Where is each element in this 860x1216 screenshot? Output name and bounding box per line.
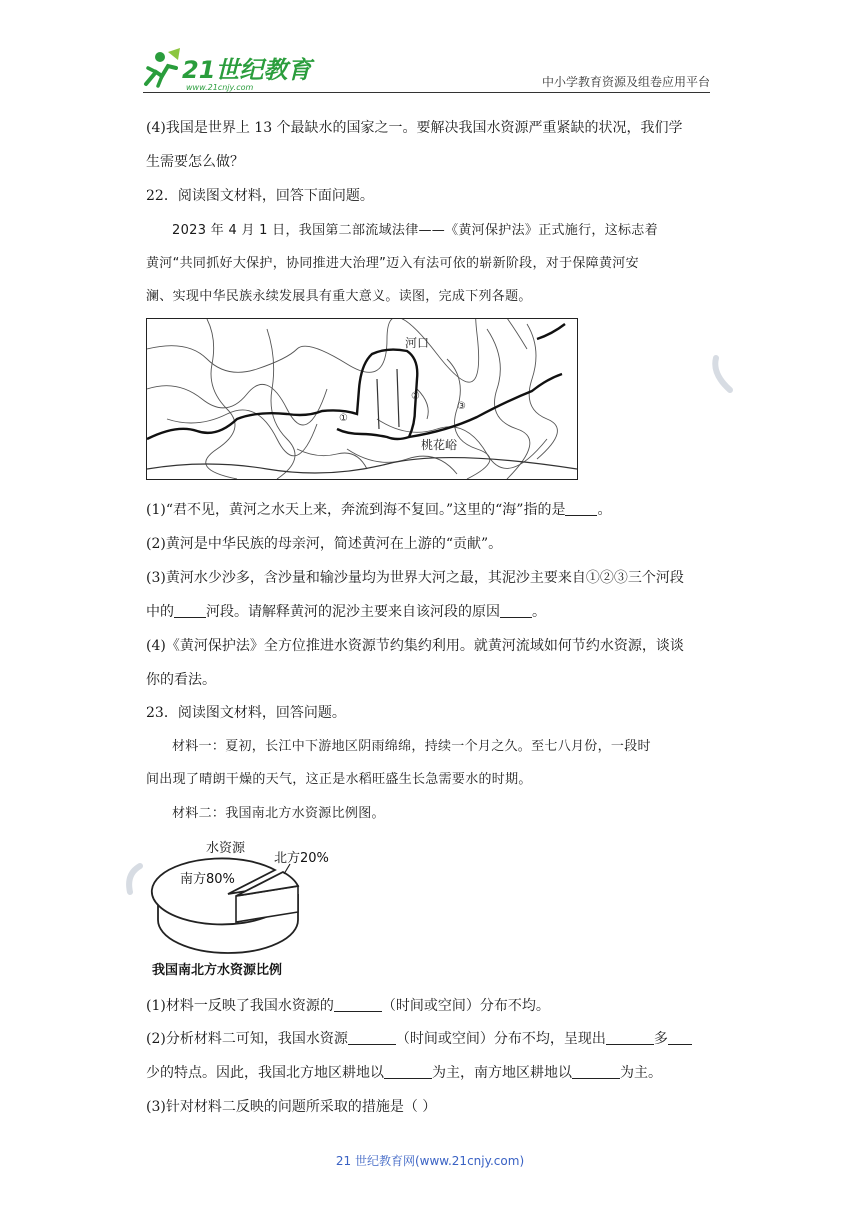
map-marker-3: ③ — [457, 401, 466, 412]
q22-title: 22．阅读图文材料，回答下面问题。 — [146, 188, 374, 204]
q22-part1 — [146, 500, 611, 520]
logo-text: 21世纪教育 — [182, 56, 312, 84]
map-marker-1: ① — [339, 413, 348, 424]
q22-part4-line2: 你的看法。 — [146, 672, 216, 688]
q23-part1 — [146, 996, 550, 1016]
answer-blank — [606, 1030, 654, 1045]
q22-part2: (2)黄河是中华民族的母亲河，简述黄河在上游的“贡献”。 — [146, 536, 503, 552]
page-footer: 21 世纪教育网(www.21cnjy.com) — [335, 1154, 525, 1168]
q22-part3-line2 — [146, 602, 546, 622]
yellow-river-map — [146, 318, 578, 480]
q23-title: 23．阅读图文材料，回答问题。 — [146, 705, 346, 721]
q22-material-line1: 2023 年 4 月 1 日，我国第二部流域法律——《黄河保护法》正式施行，这标志着 — [172, 223, 658, 238]
answer-blank — [572, 1064, 620, 1079]
answer-blank — [500, 603, 532, 618]
answer-blank — [348, 1030, 396, 1045]
watermark-arc-left — [118, 860, 148, 900]
q23-part1-text-b: （时间或空间）分布不均。 — [381, 998, 550, 1014]
q22-part4-line1: (4)《黄河保护法》全方位推进水资源节约集约利用。就黄河流域如何节约水资源，谈谈 — [146, 638, 684, 654]
q23-part3: (3)针对材料二反映的问题所采取的措施是（ ） — [146, 1099, 437, 1115]
answer-blank — [565, 501, 597, 516]
header-platform-name: 中小学教育资源及组卷应用平台 — [541, 75, 710, 89]
pie-label-south: 南方80% — [180, 872, 235, 887]
q22-part3-text-b: 河段。请解释黄河的泥沙主要来自该河段的原因 — [206, 604, 500, 620]
q23-part2-text-b: （时间或空间）分布不均，呈现出 — [395, 1031, 606, 1047]
q22-part3-text-a: 中的 — [146, 604, 174, 620]
q22-material-line3: 澜、实现中华民族永续发展具有重大意义。读图，完成下列各题。 — [146, 289, 532, 304]
q23-part2-text-f: 为主。 — [620, 1065, 662, 1081]
q22-part3-text-c: 。 — [532, 604, 546, 620]
map-label-hekou: 河口 — [405, 336, 430, 350]
q23-material1-line2: 间出现了晴朗干燥的天气，这正是水稻旺盛生长急需要水的时期。 — [146, 772, 532, 787]
q22-part1-text: (1)“君不见，黄河之水天上来，奔流到海不复回。”这里的“海”指的是 — [146, 502, 566, 518]
water-resources-pie-chart — [148, 834, 348, 982]
site-logo — [138, 44, 318, 94]
q21-part4-line1: (4)我国是世界上 13 个最缺水的国家之一。要解决我国水资源严重紧缺的状况，我们学 — [146, 120, 683, 136]
answer-blank — [334, 997, 382, 1012]
q22-material-line2: 黄河“共同抓好大保护，协同推进大治理”迈入有法可依的崭新阶段，对于保障黄河安 — [146, 256, 639, 271]
q23-part2-text-a: (2)分析材料二可知，我国水资源 — [146, 1031, 348, 1047]
answer-blank — [174, 603, 206, 618]
pie-label-north: 北方20% — [274, 851, 329, 866]
header-divider — [143, 92, 710, 93]
q21-part4-line2: 生需要怎么做？ — [146, 154, 244, 170]
q23-part2-text-e: 为主，南方地区耕地以 — [432, 1065, 572, 1081]
map-label-taohuayu: 桃花峪 — [421, 438, 458, 452]
answer-blank — [668, 1030, 692, 1045]
q22-part1-end: 。 — [597, 502, 612, 518]
pie-title: 水资源 — [206, 841, 246, 856]
q23-material2: 材料二：我国南北方水资源比例图。 — [172, 806, 385, 821]
logo-url: www.21cnjy.com — [186, 83, 254, 92]
q23-part2-text-d: 少的特点。因此，我国北方地区耕地以 — [146, 1065, 384, 1081]
q22-part3-line1: (3)黄河水少沙多，含沙量和输沙量均为世界大河之最，其泥沙主要来自①②③三个河段 — [146, 570, 684, 586]
q23-part2-line2 — [146, 1063, 662, 1083]
map-marker-2: ② — [411, 391, 420, 402]
pie-caption: 我国南北方水资源比例 — [152, 963, 283, 978]
q23-material1-line1: 材料一：夏初，长江中下游地区阴雨绵绵，持续一个月之久。至七八月份，一段时 — [172, 739, 651, 754]
q23-part2-text-c: 多 — [653, 1031, 668, 1047]
q23-part2-line1 — [146, 1029, 692, 1049]
watermark-arc-right — [708, 350, 748, 400]
q23-part1-text-a: (1)材料一反映了我国水资源的 — [146, 998, 334, 1014]
answer-blank — [384, 1064, 432, 1079]
